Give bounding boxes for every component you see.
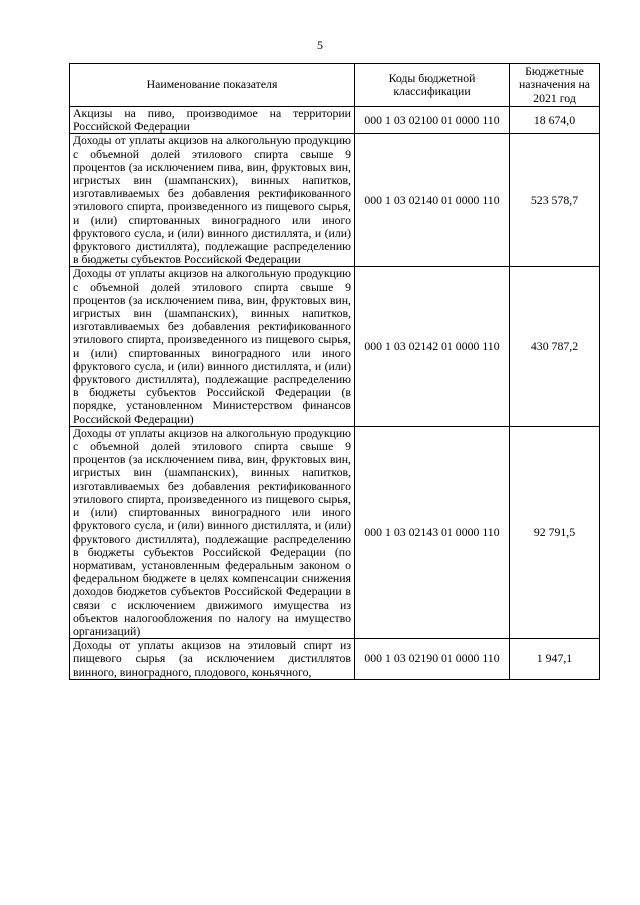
- row-budget-code: 000 1 03 02143 01 0000 110: [355, 426, 510, 638]
- header-budget-code: Коды бюджетной классификации: [355, 64, 510, 107]
- row-budget-amount: 92 791,5: [510, 426, 600, 638]
- row-budget-code: 000 1 03 02190 01 0000 110: [355, 639, 510, 680]
- header-budget-amount: Бюджетные назначения на 2021 год: [510, 64, 600, 107]
- table-row: [70, 267, 600, 426]
- row-budget-amount: 18 674,0: [510, 107, 600, 134]
- row-indicator-name: Доходы от уплаты акцизов на алкогольную продукцию с объемной долей этилового спирта свыше 9 процентов (за исключением пива, вин, фруктовых вин, игристых вин (шампанских), винных напитков, изготавливаемых без добавления ректификованного этилового спирта, произведенного из пищевого сырья, и (или) спиртованных виноградного или иного фруктового сусла, и (или) винного дистиллята, и (или) фруктового дистиллята), подлежащие распределению в бюджеты субъектов Российской Федерации (по нормативам, установленным федеральным законом о федеральном бюджете в целях компенсации снижения доходов бюджетов субъектов Российской Федерации в связи с исключением движимого имущества из объектов налогообложения по налогу на имущество организаций): [70, 426, 355, 638]
- page-number: 5: [317, 38, 323, 52]
- table-row: [70, 134, 600, 267]
- table-row: [70, 426, 600, 638]
- row-budget-amount: 1 947,1: [510, 639, 600, 680]
- row-budget-amount: 430 787,2: [510, 267, 600, 426]
- row-indicator-name: Доходы от уплаты акцизов на алкогольную продукцию с объемной долей этилового спирта свыше 9 процентов (за исключением пива, вин, фруктовых вин, игристых вин (шампанских), винных напитков, изготавливаемых без добавления ректификованного этилового спирта, произведенного из пищевого сырья, и (или) спиртованных виноградного или иного фруктового сусла, и (или) винного дистиллята, и (или) фруктового дистиллята), подлежащие распределению в бюджеты субъектов Российской Федерации (в порядке, установленном Министерством финансов Российской Федерации): [70, 267, 355, 426]
- row-indicator-name: Доходы от уплаты акцизов на алкогольную продукцию с объемной долей этилового спирта свыше 9 процентов (за исключением пива, вин, фруктовых вин, игристых вин (шампанских), винных напитков, изготавливаемых без добавления ректификованного этилового спирта, произведенного из пищевого сырья, и (или) спиртованных виноградного или иного фруктового сусла, и (или) винного дистиллята, и (или) фруктового дистиллята), подлежащие распределению в бюджеты субъектов Российской Федерации: [70, 134, 355, 267]
- row-budget-code: 000 1 03 02100 01 0000 110: [355, 107, 510, 134]
- row-budget-code: 000 1 03 02142 01 0000 110: [355, 267, 510, 426]
- row-indicator-name: Акцизы на пиво, производимое на территории Российской Федерации: [70, 107, 355, 134]
- row-indicator-name: Доходы от уплаты акцизов на этиловый спирт из пищевого сырья (за исключением дистиллятов винного, виноградного, плодового, коньячного,: [70, 639, 355, 680]
- table-row: [70, 107, 600, 134]
- table-row: [70, 639, 600, 680]
- header-indicator-name: Наименование показателя: [70, 64, 355, 107]
- row-budget-amount: 523 578,7: [510, 134, 600, 267]
- budget-table: [69, 63, 600, 680]
- table-header-row: [70, 64, 600, 107]
- row-budget-code: 000 1 03 02140 01 0000 110: [355, 134, 510, 267]
